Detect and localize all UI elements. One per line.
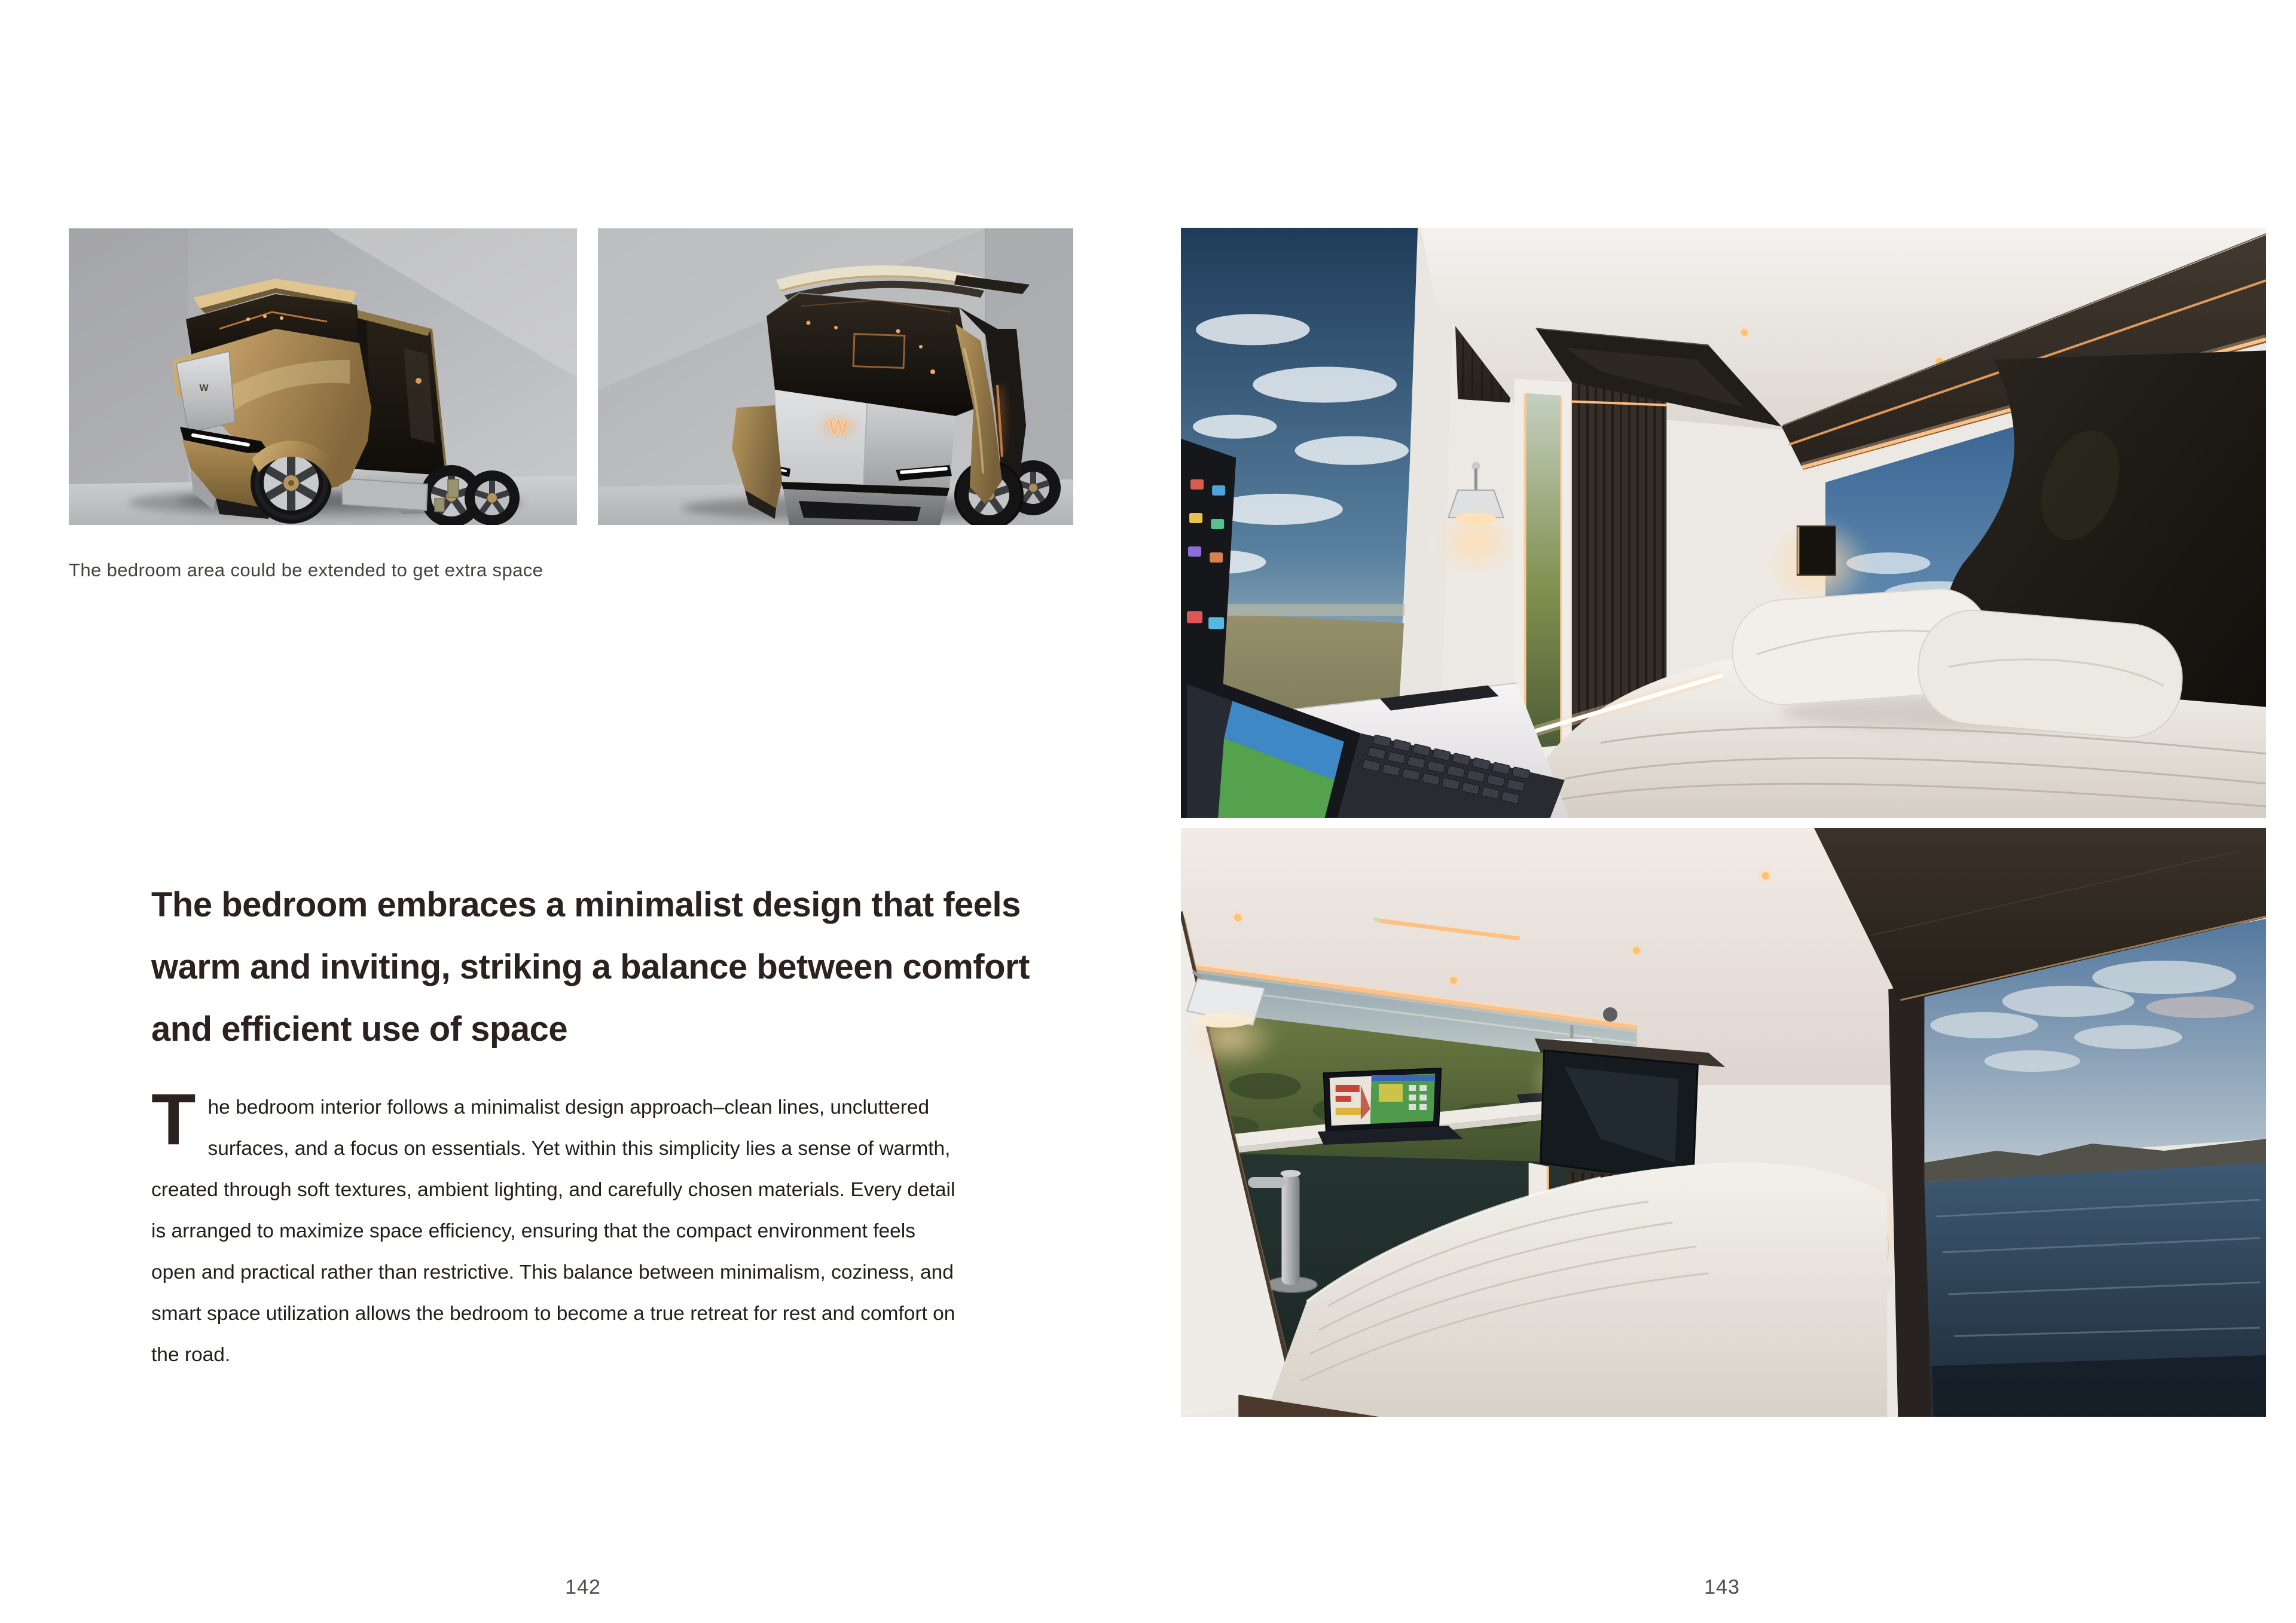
truck-rear-quarter-render [69, 228, 577, 525]
section-heading [151, 874, 1030, 1060]
truck-front-render [598, 228, 1073, 525]
figure-truck-rear-quarter [69, 228, 577, 525]
rear-wheel-pair [420, 465, 520, 525]
bedroom-tv-view-render [1181, 828, 2266, 1417]
body-text: he bedroom interior follows a minimalist design approach–clean lines, uncluttered surfaces, and a focus on essentials. Yet within this simplicity lies a sense of warmth, created through soft textures, ambient lighting, and carefully chosen materials. Every detail is arranged to maximize space efficiency, ensuring that the compact environment feels open and practical rather than restrictive. This balance between minimalism, coziness, and smart space utilization allows the bedroom to become a true retreat for rest and comfort on the road. [151, 1096, 955, 1366]
heading-line-2: warm and inviting, striking a balance between comfort [151, 947, 1030, 986]
bedroom-desk-view-render [1181, 228, 2266, 818]
figure-truck-front [598, 228, 1073, 525]
brand-logo-glowing: W [828, 416, 848, 439]
brand-logo-badge: W [199, 383, 209, 393]
page-number-left: 142 [565, 1576, 601, 1598]
figure-bedroom-tv-view [1181, 828, 2266, 1417]
body-paragraph [151, 1078, 958, 1376]
drop-cap: T [151, 1078, 196, 1160]
figure-bedroom-desk-view [1181, 228, 2266, 818]
figure-caption: The bedroom area could be extended to get extra space [69, 560, 544, 580]
sea-window [1888, 919, 2266, 1417]
heading-line-1: The bedroom embraces a minimalist design that feels [151, 885, 1021, 924]
page-number-right: 143 [1704, 1576, 1740, 1598]
heading-line-3: and efficient use of space [151, 1010, 568, 1049]
